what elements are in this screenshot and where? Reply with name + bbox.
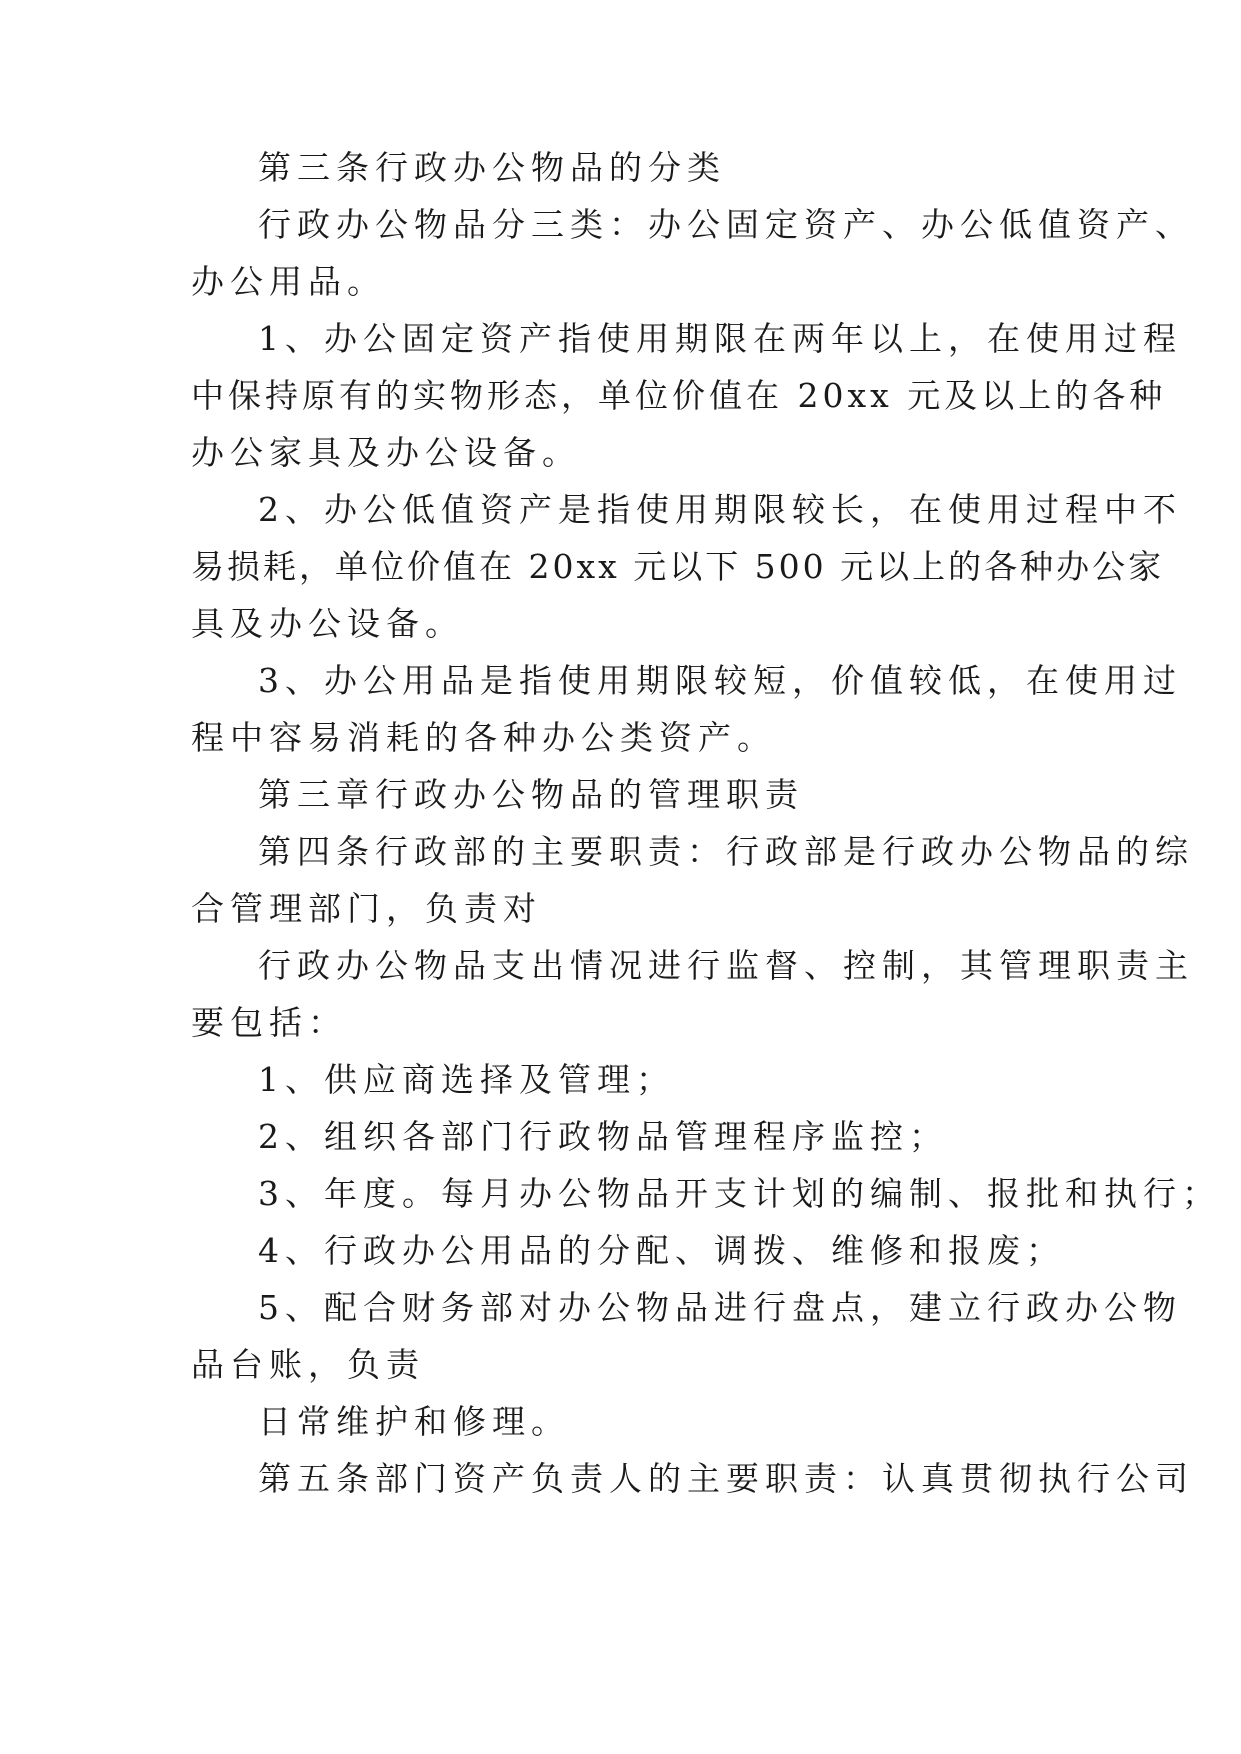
text-line: 具及办公设备。 (191, 604, 464, 643)
text-line: 3、年度。每月办公物品开支计划的编制、报批和执行； (258, 1174, 1221, 1213)
text-line: 3、办公用品是指使用期限较短，价值较低，在使用过 (258, 661, 1182, 700)
text-line: 行政办公物品支出情况进行监督、控制，其管理职责主 (258, 946, 1194, 985)
text-line: 5、配合财务部对办公物品进行盘点，建立行政办公物 (258, 1288, 1182, 1327)
text-line: 2、组织各部门行政物品管理程序监控； (258, 1117, 948, 1156)
text-line: 品台账，负责 (191, 1345, 425, 1384)
text-line: 程中容易消耗的各种办公类资产。 (191, 718, 776, 757)
text-line: 合管理部门，负责对 (191, 889, 542, 928)
text-line: 办公用品。 (191, 262, 386, 301)
text-line: 第四条行政部的主要职责：行政部是行政办公物品的综 (258, 832, 1194, 871)
text-line: 2、办公低值资产是指使用期限较长，在使用过程中不 (258, 490, 1182, 529)
text-line: 中保持原有的实物形态，单位价值在 20xx 元及以上的各种 (191, 376, 1167, 415)
text-line: 4、行政办公用品的分配、调拨、维修和报废； (258, 1231, 1065, 1270)
text-line: 1、供应商选择及管理； (258, 1060, 675, 1099)
text-line: 第五条部门资产负责人的主要职责：认真贯彻执行公司 (258, 1459, 1194, 1498)
text-line: 1、办公固定资产指使用期限在两年以上，在使用过程 (258, 319, 1182, 358)
text-line: 行政办公物品分三类：办公固定资产、办公低值资产、 (258, 205, 1194, 244)
text-line: 办公家具及办公设备。 (191, 433, 581, 472)
text-line: 要包括： (191, 1003, 347, 1042)
text-line: 第三条行政办公物品的分类 (258, 148, 726, 187)
text-line: 日常维护和修理。 (258, 1402, 570, 1441)
text-line: 第三章行政办公物品的管理职责 (258, 775, 804, 814)
text-line: 易损耗，单位价值在 20xx 元以下 500 元以上的各种办公家 (191, 547, 1165, 586)
